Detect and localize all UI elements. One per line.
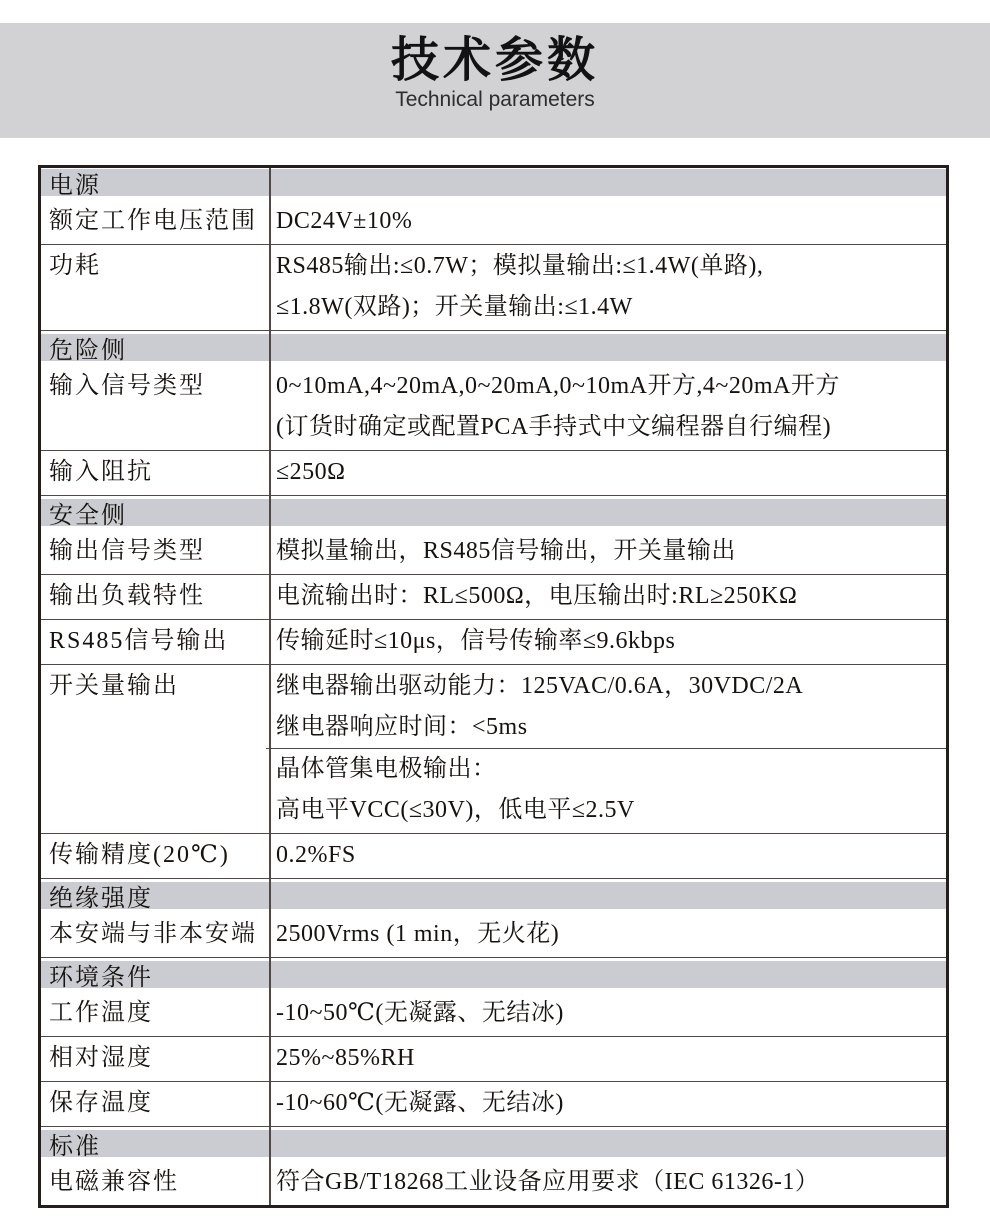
spec-row bbox=[41, 833, 946, 878]
spec-row bbox=[41, 664, 946, 833]
section-header-row bbox=[41, 878, 946, 913]
param-name bbox=[41, 621, 266, 662]
spec-row bbox=[41, 1036, 946, 1081]
param-name-text: 传输精度(20℃) bbox=[49, 842, 230, 868]
section-header-row bbox=[41, 168, 946, 200]
param-value bbox=[266, 993, 946, 1034]
param-name bbox=[41, 1083, 266, 1124]
param-name bbox=[41, 366, 266, 407]
param-value bbox=[266, 452, 946, 493]
param-value-line: 25%~85%RH bbox=[276, 1045, 415, 1071]
param-name bbox=[41, 1038, 266, 1079]
param-value bbox=[266, 246, 946, 328]
param-name-text: 功耗 bbox=[49, 253, 101, 279]
param-value bbox=[266, 576, 946, 617]
param-value-block bbox=[266, 748, 946, 831]
column-divider bbox=[269, 168, 271, 1205]
param-value-line: 传输延时≤10μs，信号传输率≤9.6kbps bbox=[276, 628, 676, 654]
param-value-line: 继电器输出驱动能力：125VAC/0.6A，30VDC/2A bbox=[276, 673, 804, 699]
section-header-row bbox=[41, 957, 946, 992]
section-header-row bbox=[41, 330, 946, 365]
param-name bbox=[41, 576, 266, 617]
section-label: 安全侧 bbox=[49, 503, 127, 529]
param-name bbox=[41, 993, 266, 1034]
param-name-text: 电磁兼容性 bbox=[49, 1169, 179, 1195]
param-value-line: 高电平VCC(≤30V)，低电平≤2.5V bbox=[276, 797, 635, 823]
section-label: 电源 bbox=[49, 173, 101, 199]
section-strip bbox=[41, 882, 946, 912]
param-name-text: 相对湿度 bbox=[49, 1045, 153, 1071]
section-header-row bbox=[41, 495, 946, 530]
param-value-line: 继电器响应时间：<5ms bbox=[276, 714, 528, 740]
param-value-line: 符合GB/T18268工业设备应用要求（IEC 61326-1） bbox=[276, 1169, 820, 1195]
param-value bbox=[266, 666, 946, 831]
section-strip bbox=[41, 961, 946, 991]
param-value bbox=[266, 835, 946, 876]
param-value-line: 模拟量输出，RS485信号输出，开关量输出 bbox=[276, 538, 736, 564]
section-label: 环境条件 bbox=[49, 965, 153, 991]
spec-row bbox=[41, 530, 946, 574]
param-name bbox=[41, 246, 266, 287]
param-name-text: 本安端与非本安端 bbox=[49, 921, 257, 947]
param-value-line: 0~10mA,4~20mA,0~20mA,0~10mA开方,4~20mA开方 bbox=[276, 373, 840, 399]
param-value bbox=[266, 1083, 946, 1124]
spec-row bbox=[41, 1081, 946, 1126]
spec-row bbox=[41, 992, 946, 1036]
spec-row bbox=[41, 574, 946, 619]
param-name-text: 开关量输出 bbox=[49, 673, 179, 699]
param-value bbox=[266, 621, 946, 662]
param-name bbox=[41, 531, 266, 572]
section-strip bbox=[41, 169, 946, 199]
param-value-line: RS485输出:≤0.7W；模拟量输出:≤1.4W(单路), bbox=[276, 253, 764, 279]
spec-row bbox=[41, 619, 946, 664]
param-name bbox=[41, 914, 266, 955]
param-name bbox=[41, 1162, 266, 1203]
param-name-text: RS485信号输出 bbox=[49, 628, 229, 654]
param-name bbox=[41, 666, 266, 707]
section-label: 绝缘强度 bbox=[49, 886, 153, 912]
spec-row bbox=[41, 365, 946, 450]
param-name bbox=[41, 835, 266, 876]
param-value bbox=[266, 531, 946, 572]
technical-parameters-table bbox=[38, 165, 949, 1208]
param-value-line: -10~50℃(无凝露、无结冰) bbox=[276, 1000, 564, 1026]
param-name-text: 输出信号类型 bbox=[49, 538, 205, 564]
param-name-text: 输出负载特性 bbox=[49, 583, 205, 609]
param-value-line: ≤250Ω bbox=[276, 459, 346, 485]
param-value-line: 晶体管集电极输出： bbox=[276, 756, 497, 782]
param-name-text: 输入阻抗 bbox=[49, 459, 153, 485]
param-name-text: 工作温度 bbox=[49, 1000, 153, 1026]
param-name bbox=[41, 201, 266, 242]
section-label: 标准 bbox=[49, 1134, 101, 1160]
spec-row bbox=[41, 244, 946, 330]
section-label: 危险侧 bbox=[49, 338, 127, 364]
spec-row bbox=[41, 200, 946, 244]
param-value-line: ≤1.8W(双路)；开关量输出:≤1.4W bbox=[276, 294, 633, 320]
section-strip bbox=[41, 334, 946, 364]
spec-row bbox=[41, 450, 946, 495]
spec-row bbox=[41, 1161, 946, 1205]
title-banner bbox=[0, 23, 990, 138]
param-value-line: 电流输出时：RL≤500Ω，电压输出时:RL≥250KΩ bbox=[276, 583, 798, 609]
param-value-line: 0.2%FS bbox=[276, 842, 356, 868]
page-title: 技术参数 bbox=[390, 34, 599, 87]
param-name-text: 保存温度 bbox=[49, 1090, 153, 1116]
param-name bbox=[41, 452, 266, 493]
section-strip bbox=[41, 1130, 946, 1160]
param-value bbox=[266, 914, 946, 955]
param-value bbox=[266, 1162, 946, 1203]
param-value bbox=[266, 1038, 946, 1079]
param-value bbox=[266, 366, 946, 448]
param-value-line: (订货时确定或配置PCA手持式中文编程器自行编程) bbox=[276, 414, 832, 440]
param-value-line: 2500Vrms (1 min，无火花) bbox=[276, 921, 560, 947]
param-value-block bbox=[266, 666, 946, 748]
param-name-text: 额定工作电压范围 bbox=[49, 208, 257, 234]
param-value bbox=[266, 201, 946, 242]
param-value-line: DC24V±10% bbox=[276, 208, 413, 234]
page-subtitle: Technical parameters bbox=[395, 88, 595, 111]
param-value-line: -10~60℃(无凝露、无结冰) bbox=[276, 1090, 564, 1116]
section-strip bbox=[41, 499, 946, 529]
param-name-text: 输入信号类型 bbox=[49, 373, 205, 399]
spec-row bbox=[41, 913, 946, 957]
section-header-row bbox=[41, 1126, 946, 1161]
